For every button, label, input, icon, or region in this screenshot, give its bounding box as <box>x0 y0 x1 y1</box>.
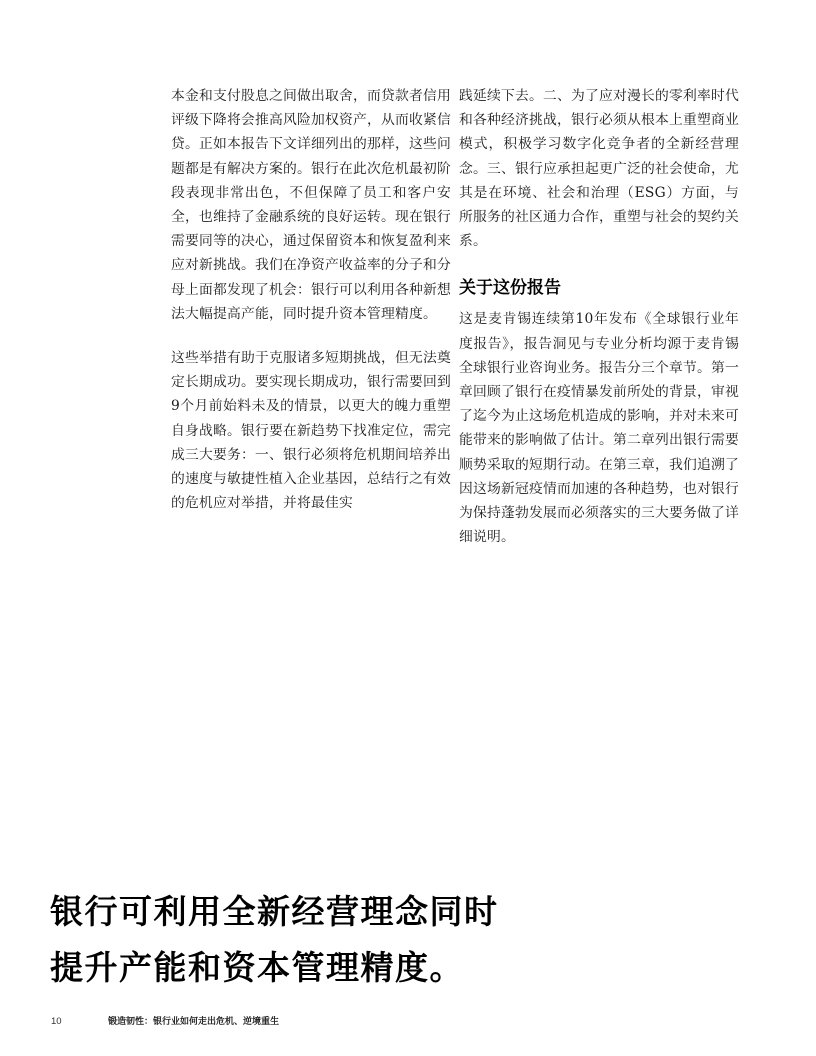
page-footer <box>51 1014 451 1030</box>
body-paragraph-continuation: 践延续下去。二、为了应对漫长的零利率时代和各种经济挑战，银行必须从根本上重塑商业模式，积极学习数字化竞争者的全新经营理念。三、银行应承担起更广泛的社会使命，尤其是在环境、社会和治理（ESG）方面，与所服务的社区通力合作，重塑与社会的契约关系。 <box>459 88 739 250</box>
body-paragraph: 本金和支付股息之间做出取舍，而贷款者信用评级下降将会推高风险加权资产，从而收紧信贷。正如本报告下文详细列出的那样，这些问题都是有解决方案的。银行在此次危机最初阶段表现非常出色，不但保障了员工和客户安全，也维持了金融系统的良好运转。现在银行需要同等的决心，通过保留资本和恢复盈利来应对新挑战。我们在净资产收益率的分子和分母上面都发现了机会：银行可以利用各种新想法大幅提高产能，同时提升资本管理精度。 <box>171 88 451 322</box>
running-title: 锻造韧性：银行业如何走出危机、逆境重生 <box>108 1017 280 1027</box>
right-text-column <box>459 84 739 549</box>
section-heading: 关于这份报告 <box>459 278 561 299</box>
left-text-column <box>171 84 451 515</box>
pull-quote-line: 提升产能和资本管理精度。 <box>50 948 464 987</box>
pull-quote <box>50 884 610 996</box>
section-body-paragraph: 这是麦肯锡连续第10年发布《全球银行业年度报告》，报告洞见与专业分析均源于麦肯锡全球银行业咨询业务。报告分三个章节。第一章回顾了银行在疫情暴发前所处的背景，审视了迄今为止这场危机造成的影响，并对未来可能带来的影响做了估计。第二章列出银行需要顺势采取的短期行动。在第三章，我们追溯了因这场新冠疫情而加速的各种趋势，也对银行为保持蓬勃发展而必须落实的三大要务做了详细说明。 <box>459 311 739 546</box>
body-paragraph: 这些举措有助于克服诸多短期挑战，但无法奠定长期成功。要实现长期成功，银行需要回到9个月前始料未及的情景，以更大的魄力重塑自身战略。银行要在新趋势下找准定位，需完成三大要务：一、银行必须将危机期间培养出的速度与敏捷性植入企业基因，总结行之有效的危机应对举措，并将最佳实 <box>171 350 451 512</box>
pull-quote-line: 银行可利用全新经营理念同时 <box>50 892 499 931</box>
page-number: 10 <box>51 1016 62 1027</box>
